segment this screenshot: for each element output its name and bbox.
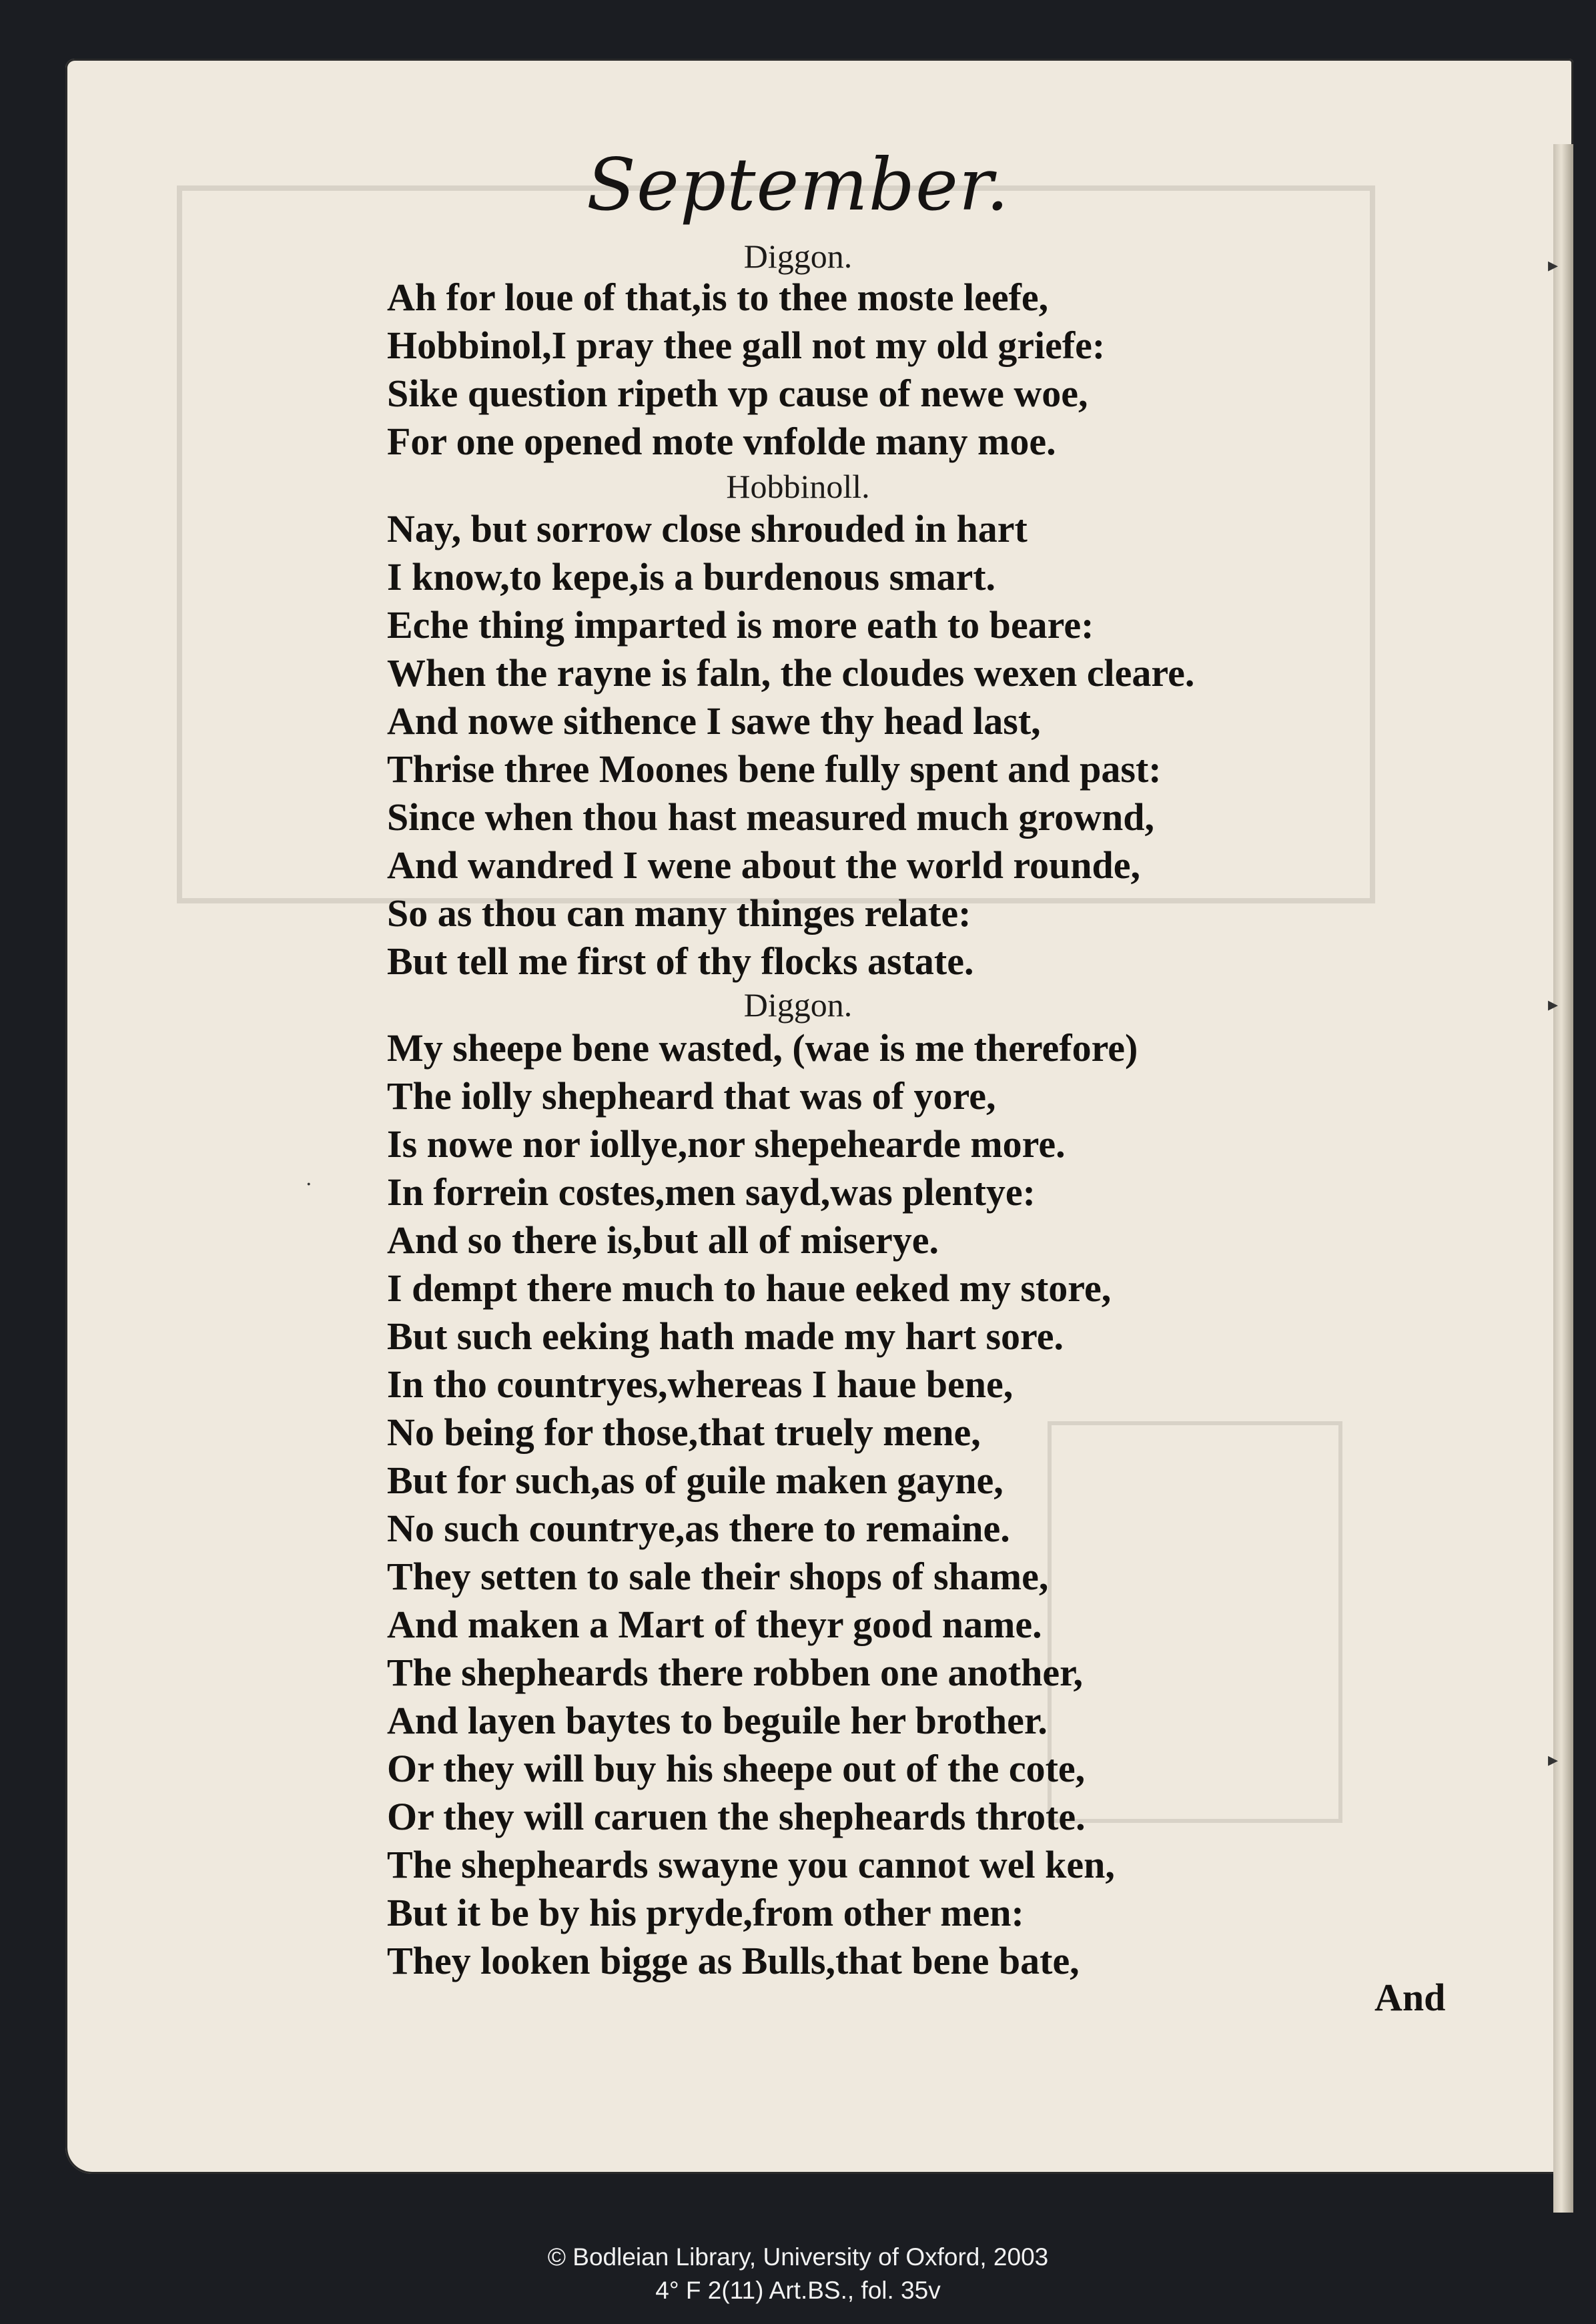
- margin-mark: ▸: [1548, 254, 1559, 277]
- verse-line: No such countrye,as there to remaine.: [387, 1507, 1010, 1550]
- verse-line: Thrise three Moones bene fully spent and past:: [387, 747, 1162, 791]
- verse-line: Or they will buy his sheepe out of the cote,: [387, 1747, 1086, 1790]
- verse-line: But such eeking hath made my hart sore.: [387, 1314, 1064, 1358]
- verse-line: And so there is,but all of miserye.: [387, 1218, 939, 1262]
- verse-block: [387, 1024, 1455, 1985]
- margin-mark: ▸: [1548, 993, 1559, 1016]
- verse-line: No being for those,that truely mene,: [387, 1411, 981, 1454]
- verse-line: Or they will caruen the shepheards throte.: [387, 1795, 1086, 1838]
- verse-line: They setten to sale their shops of shame,: [387, 1555, 1049, 1598]
- image-credit: [0, 2241, 1596, 2307]
- verse-block: [387, 505, 1455, 986]
- speaker-heading: Diggon.: [743, 238, 853, 275]
- page-title: September.: [586, 143, 1010, 227]
- speaker-heading: Hobbinoll.: [726, 468, 870, 505]
- verse-block: [387, 274, 1455, 466]
- verse-line: And maken a Mart of theyr good name.: [387, 1603, 1042, 1646]
- verse-line: For one opened mote vnfolde many moe.: [387, 420, 1056, 463]
- copyright-line: © Bodleian Library, University of Oxford, 2003: [547, 2243, 1049, 2271]
- verse-line: I know,to kepe,is a burdenous smart.: [387, 555, 996, 599]
- verse-line: The shepheards there robben one another,: [387, 1651, 1084, 1694]
- margin-mark: ▸: [1548, 1748, 1559, 1772]
- verse-line: When the rayne is faln, the cloudes wexen cleare.: [387, 651, 1195, 695]
- verse-line: Hobbinol,I pray thee gall not my old griefe:: [387, 324, 1106, 367]
- verse-line: So as thou can many thinges relate:: [387, 891, 971, 935]
- verse-line: But it be by his pryde,from other men:: [387, 1891, 1024, 1934]
- verse-line: Nay, but sorrow close shrouded in hart: [387, 507, 1028, 550]
- verse-line: Since when thou hast measured much grownd,: [387, 795, 1154, 839]
- catchword: And: [1374, 1976, 1446, 2019]
- verse-line: My sheepe bene wasted, (wae is me therefore): [387, 1026, 1138, 1070]
- speaker-heading: Diggon.: [743, 986, 853, 1024]
- verse-line: The shepheards swayne you cannot wel ken,: [387, 1843, 1115, 1886]
- shelfmark-line: 4° F 2(11) Art.BS., fol. 35v: [655, 2277, 941, 2304]
- verse-line: They looken bigge as Bulls,that bene bate,: [387, 1939, 1080, 1982]
- verse-line: Eche thing imparted is more eath to beare:: [387, 603, 1094, 647]
- verse-line: Is nowe nor iollye,nor shepehearde more.: [387, 1122, 1066, 1166]
- verse-line: In tho countryes,whereas I haue bene,: [387, 1363, 1014, 1406]
- verse-line: Ah for loue of that,is to thee moste leefe,: [387, 276, 1049, 319]
- verse-line: But tell me first of thy flocks astate.: [387, 939, 974, 983]
- verse-line: The iolly shepheard that was of yore,: [387, 1074, 996, 1118]
- verse-line: In forrein costes,men sayd,was plentye:: [387, 1170, 1036, 1214]
- verse-line: Sike question ripeth vp cause of newe woe,: [387, 372, 1088, 415]
- verse-line: And nowe sithence I sawe thy head last,: [387, 699, 1041, 743]
- margin-mark: ·: [306, 1173, 312, 1196]
- verse-line: And layen baytes to beguile her brother.: [387, 1699, 1048, 1742]
- page-edge: [1553, 144, 1573, 2213]
- verse-line: But for such,as of guile maken gayne,: [387, 1459, 1004, 1502]
- verse-line: I dempt there much to haue eeked my store,: [387, 1266, 1112, 1310]
- verse-line: And wandred I wene about the world rounde,: [387, 843, 1141, 887]
